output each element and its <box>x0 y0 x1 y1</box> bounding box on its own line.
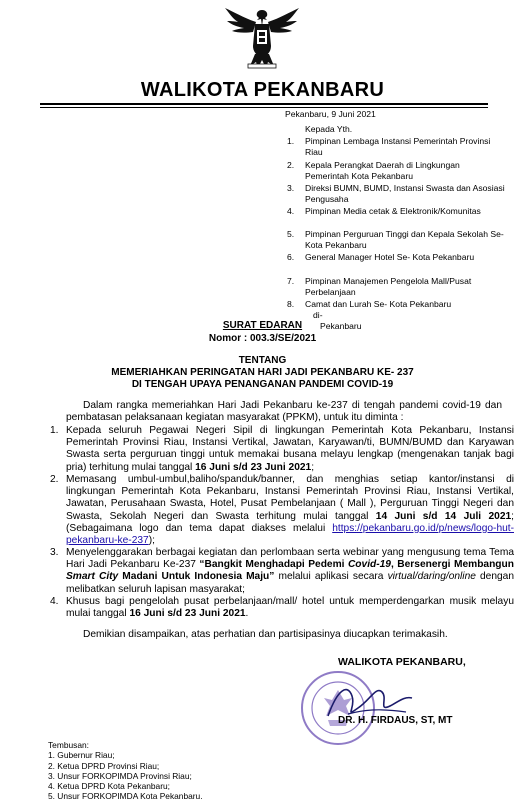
closing-paragraph: Demikian disampaikan, atas perhatian dan partisipasinya diucapkan terimakasih. <box>83 629 448 640</box>
logo-link[interactable]: https://pekanbaru.go.id/p/news/logo-hut-pekanbaru-ke-237 <box>66 522 514 547</box>
tentang-label: TENTANG <box>238 355 287 366</box>
city-label: Pekanbaru <box>320 321 362 331</box>
list-item: 3. Unsur FORKOPIMDA Provinsi Riau; <box>48 770 192 781</box>
letterhead-divider <box>40 103 488 105</box>
circular-label: SURAT EDARAN <box>222 320 303 331</box>
di-label: di- <box>313 310 323 320</box>
subject-line-2: DI TENGAH UPAYA PENANGANAN PANDEMI COVID-19 <box>131 379 394 390</box>
signature-title: WALIKOTA PEKANBARU, <box>338 656 466 668</box>
place-date: Pekanbaru, 9 Juni 2021 <box>285 109 376 119</box>
list-item: 1. Gubernur Riau; <box>48 750 115 761</box>
kepada-label: Kepada Yth. <box>305 124 353 134</box>
subject-line-1: MEMERIAHKAN PERINGATAN HARI JADI PEKANBARU KE- 237 <box>111 367 414 378</box>
list-item: 2. Ketua DPRD Provinsi Riau; <box>48 760 160 771</box>
circular-number: Nomor : 003.3/SE/2021 <box>208 333 317 344</box>
tembusan-section <box>48 740 203 802</box>
list-item: 5. Unsur FORKOPIMDA Kota Pekanbaru. <box>48 791 203 802</box>
intro-paragraph: Dalam rangka memeriahkan Hari Jadi Pekanbaru ke-237 di tengah pandemi covid-19 dan pembatasan pelaksanaan kegiatan masyarakat (PPKM), untuk itu diminta : <box>66 400 502 424</box>
garuda-emblem-icon <box>222 4 302 72</box>
letterhead-title: WALIKOTA PEKANBARU <box>140 79 385 101</box>
list-item: 4. Ketua DPRD Kota Pekanbaru; <box>48 781 170 792</box>
signatory-name: DR. H. FIRDAUS, ST, MT <box>338 715 453 726</box>
letterhead-divider-thin <box>40 107 488 108</box>
tembusan-label: Tembusan: <box>48 740 89 750</box>
